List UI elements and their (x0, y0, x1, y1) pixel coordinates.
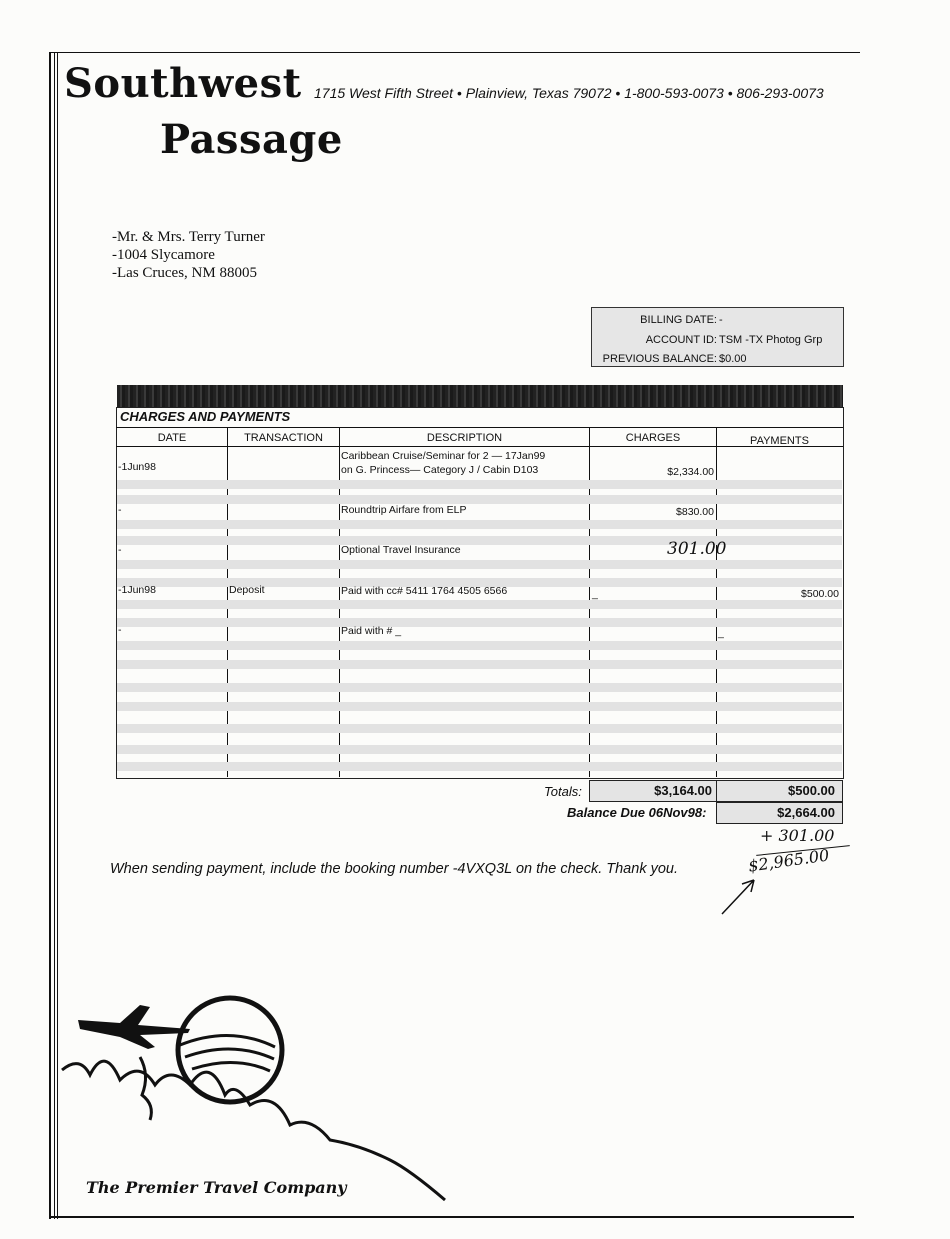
handwritten-addition: + 301.00 (760, 826, 835, 845)
account-id-value: TSM -TX Photog Grp (719, 334, 823, 346)
row4-charges: _ (592, 588, 598, 600)
row1-description-line2: on G. Princess— Category J / Cabin D103 (341, 464, 539, 476)
row3-charges-handwritten: 301.00 (667, 539, 727, 559)
account-id-label: ACCOUNT ID: (645, 334, 717, 346)
row5-date: - (118, 624, 122, 636)
recipient-street: -1004 Slycamore (112, 247, 215, 263)
previous-balance-label: PREVIOUS BALANCE: (602, 353, 717, 365)
row-shade (117, 745, 842, 754)
payment-note: When sending payment, include the booking number -4VXQ3L on the check. Thank you. (110, 861, 678, 877)
totals-label: Totals: (544, 784, 582, 799)
row-shade (117, 683, 842, 692)
column-header-payments: PAYMENTS (750, 435, 809, 447)
row-shade (117, 724, 842, 733)
table-title: CHARGES AND PAYMENTS (120, 409, 291, 424)
row5-description: Paid with # _ (341, 625, 402, 637)
row4-transaction: Deposit (229, 584, 265, 596)
recipient-city: -Las Cruces, NM 88005 (112, 265, 257, 281)
frame-left-outer (49, 52, 51, 1219)
balance-due-label: Balance Due 06Nov98: (567, 805, 707, 820)
row4-date: -1Jun98 (118, 584, 156, 596)
company-address: 1715 West Fifth Street • Plainview, Texas 79072 • 1-800-593-0073 • 806-293-0073 (314, 85, 824, 101)
brand-name-line1: Southwest (64, 60, 302, 107)
row2-description: Roundtrip Airfare from ELP (341, 504, 467, 516)
column-header-description: DESCRIPTION (426, 432, 503, 444)
handwritten-arrow-icon (718, 874, 764, 916)
frame-left-inner (54, 52, 55, 1219)
column-header-date: DATE (157, 432, 187, 444)
handwritten-total: $2,965.00 (747, 845, 831, 876)
frame-left-inner2 (57, 52, 58, 1219)
row-shade (117, 495, 842, 504)
table-header-band (117, 385, 843, 407)
row1-date: -1Jun98 (118, 461, 156, 473)
row2-date: - (118, 504, 122, 516)
row1-charges: $2,334.00 (667, 466, 714, 478)
billing-info-box (591, 307, 844, 367)
row-shade (117, 600, 842, 609)
row3-description: Optional Travel Insurance (341, 544, 461, 556)
row-shade (117, 660, 842, 669)
row-shade (117, 641, 842, 650)
company-tagline: The Premier Travel Company (86, 1178, 347, 1197)
row-shade (117, 618, 842, 627)
row-shade (117, 520, 842, 529)
row1-description-line1: Caribbean Cruise/Seminar for 2 — 17Jan99 (341, 450, 546, 462)
billing-date-label: BILLING DATE: (640, 314, 717, 326)
frame-top (49, 52, 860, 53)
row-shade (117, 560, 842, 569)
recipient-name: -Mr. & Mrs. Terry Turner (112, 229, 265, 245)
payments-total: $500.00 (716, 780, 843, 802)
row-shade (117, 480, 842, 489)
row5-payments: _ (718, 627, 724, 639)
column-header-charges: CHARGES (625, 432, 681, 444)
previous-balance-value: $0.00 (719, 353, 747, 365)
balance-due-value: $2,664.00 (716, 802, 843, 824)
row4-description: Paid with cc# 5411 1764 4505 6566 (341, 585, 508, 597)
charges-total: $3,164.00 (589, 780, 717, 802)
column-header-transaction: TRANSACTION (244, 432, 323, 444)
row4-payments: $500.00 (801, 588, 839, 600)
row3-date: - (118, 544, 122, 556)
row2-charges: $830.00 (676, 506, 714, 518)
frame-bottom (49, 1216, 854, 1218)
row-shade (117, 702, 842, 711)
billing-date-value: - (719, 314, 723, 326)
brand-name-line2: Passage (160, 116, 343, 163)
table-title-rule (116, 427, 843, 428)
row-shade (117, 536, 842, 545)
row-shade (117, 762, 842, 771)
